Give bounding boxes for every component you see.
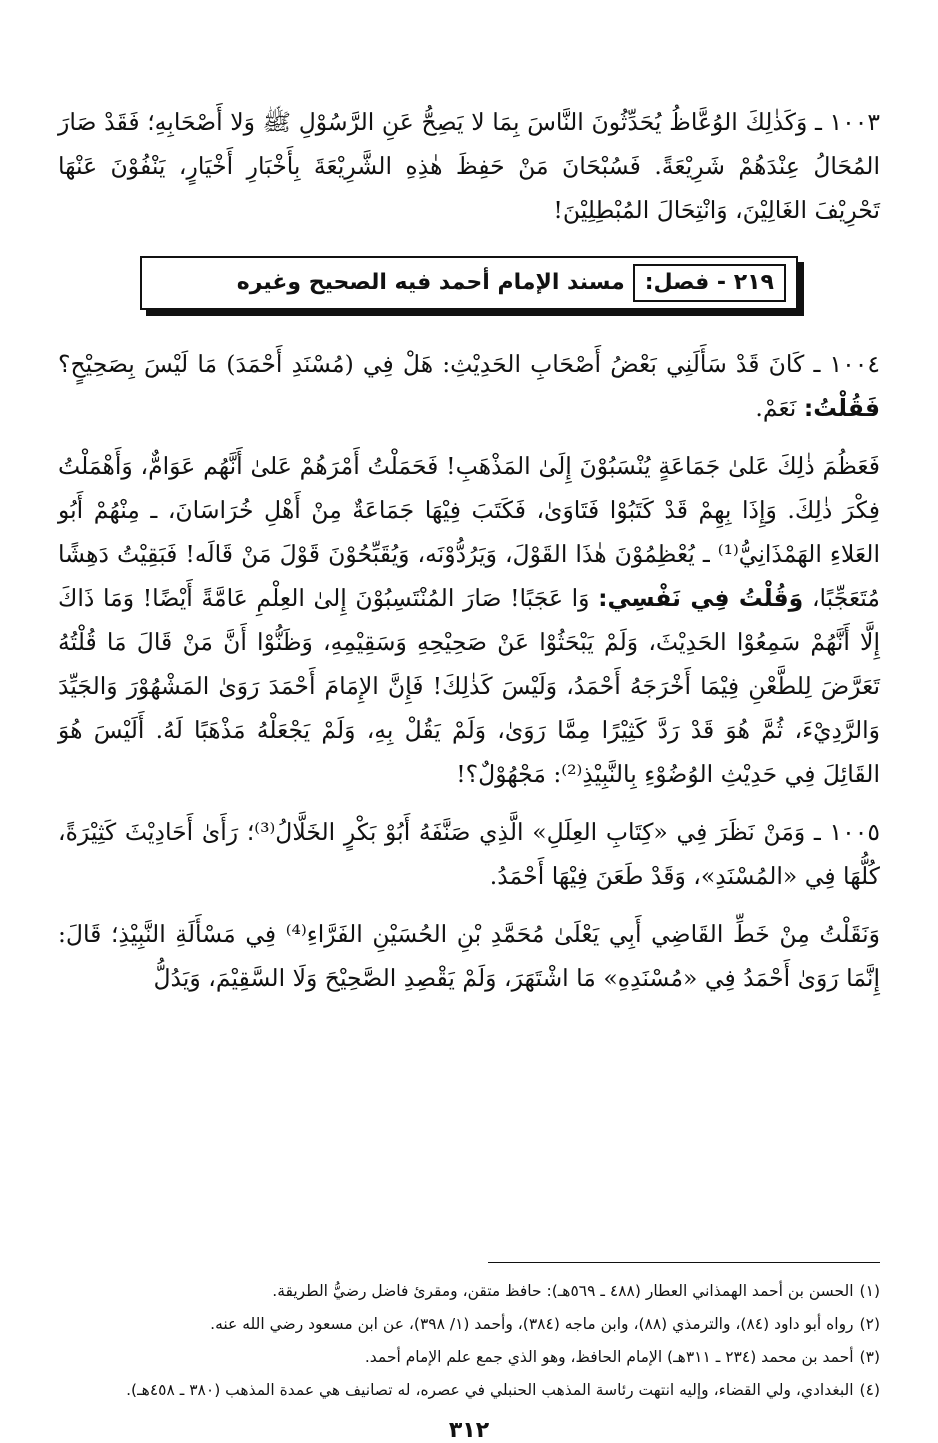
paragraph-1004-end: نَعَمْ. (755, 394, 797, 422)
heading-content (237, 264, 786, 302)
paragraph-1004 (58, 342, 880, 430)
paragraph-1004b-bold: وَقُلْتُ فِي نَفْسِي: (598, 584, 804, 612)
paragraph-1005-continued: وَنَقَلْتُ مِنْ خَطِّ القَاضِي أَبِي يَعْلَىٰ مُحَمَّدِ بْنِ الحُسَيْنِ الفَرَّاءِ⁽⁴⁾ فِي مَسْأَلَةِ النَّبِيْذِ؛ قَالَ: إِنَّمَا رَوَىٰ أَحْمَدُ فِي «مُسْنَدِهِ» مَا اشْتَهَرَ، وَلَمْ يَقْصِدِ الصَّحِيْحَ وَلَا السَّقِيْمَ، وَيَدُلُّ (58, 920, 881, 992)
footnote-number: (٤) (859, 1381, 880, 1399)
paragraph-1004-bold: فَقُلْتُ: (803, 394, 880, 422)
footnote-text: أحمد بن محمد (٢٣٤ ـ ٣١١هـ) الإمام الحافظ، وهو الذي جمع علم الإمام أحمد. (364, 1348, 854, 1366)
paragraph-1005: ١٠٠٥ ـ وَمَنْ نَظَرَ فِي «كِتَابِ العِلَلِ» الَّذِي صَنَّفَهُ أَبُوْ بَكْرٍ الخَلَّالُ⁽³⁾؛ رَأَىٰ أَحَادِيْثَ كَثِيْرَةً، كُلُّهَا فِي «المُسْنَدِ»، وَقَدْ طَعَنَ فِيْهَا أَحْمَدُ. (58, 818, 880, 890)
footnote-1 (58, 1278, 880, 1305)
paragraph-1004b-part2: وَا عَجَبًا! صَارَ المُنْتَسِبُوْنَ إِلىٰ العِلْمِ عَامَّةً أَيْضًا! وَمَا ذَاكَ إِلَّا أَنَّهُمْ سَمِعُوْا الحَدِيْثَ، وَلَمْ يَبْحَثُوْا عَنْ صَحِيْحِهِ وَسَقِيْمِهِ، وَظَنُّوْا أَنَّ مَنْ قَالَ مَا قُلْتُهُ تَعَرَّضَ لِلطَّعْنِ فِيْمَا أَخْرَجَهُ أَحْمَدُ، وَلَيْسَ كَذٰلِكَ! فَإِنَّ الإِمَامَ أَحْمَدَ رَوَىٰ المَشْهُوْرَ وَالجَيِّدَ وَالرَّدِيْءَ، ثُمَّ هُوَ قَدْ رَدَّ كَثِيْرًا مِمَّا رَوَىٰ، وَلَمْ يَقُلْ بِهِ، وَلَمْ يَجْعَلْهُ مَذْهَبًا لَهُ. أَلَيْسَ هُوَ القَائِلَ فِي حَدِيْثِ الوُضُوْءِ بِالنَّبِيْذِ⁽²⁾: مَجْهُوْلٌ؟! (58, 584, 880, 788)
footnote-text: الحسن بن أحمد الهمذاني العطار (٤٨٨ ـ ٥٦٩هـ): حافظ متقن، ومقرئ فاضل رضيُّ الطريقة. (272, 1282, 854, 1300)
paragraph-1004-continued (58, 444, 880, 796)
paragraph-1003: ١٠٠٣ ـ وَكَذٰلِكَ الوُعَّاظُ يُحَدِّثُونَ النَّاسَ بِمَا لا يَصِحُّ عَنِ الرَّسُوْلِ ﷺ وَلا أَصْحَابِهِ؛ فَقَدْ صَارَ المُحَالُ عِنْدَهُمْ شَرِيْعَةً. فَسُبْحَانَ مَنْ حَفِظَ هٰذِهِ الشَّرِيْعَةَ بِأَخْبَارِ أَخْيَارٍ، يَنْفُوْنَ عَنْهَا تَحْرِيْفَ الغَالِيْنَ، وَانْتِحَالَ المُبْطِلِيْنَ! (58, 108, 880, 224)
footnote-number: (٣) (859, 1348, 880, 1366)
footnotes (58, 1278, 880, 1410)
page-number: ٣١٢ (448, 1418, 490, 1443)
paragraph-1004b-part1: فَعَظُمَ ذٰلِكَ عَلىٰ جَمَاعَةٍ يُنْسَبُوْنَ إِلَىٰ المَذْهَبِ! فَحَمَلْتُ أَمْرَهُمْ عَلىٰ أَنَّهُم عَوَامٌّ، وَأَهْمَلْتُ فِكْرَ ذٰلِكَ. وَإِذَا بِهِمْ قَدْ كَتَبُوْا فَتَاوَىٰ، فَكَتَبَ فِيْهَا جَمَاعَةٌ مِنْ أَهْلِ خُرَاسَانَ، ـ مِنْهُمْ أَبُو العَلاءِ الهَمْذَانِيُّ⁽¹⁾ ـ يُعْظِمُوْنَ هٰذَا القَوْلَ، وَيَرُدُّوْنَه، وَيُقَبِّحُوْنَ قَوْلَ مَنْ قَالَه! فَبَقِيْتُ دَهِشًا مُتَعَجِّبًا، (58, 452, 880, 612)
paragraph-1004-text: ١٠٠٤ ـ كَانَ قَدْ سَأَلَنِي بَعْضُ أَصْحَابِ الحَدِيْثِ: هَلْ فِي (مُسْنَدِ أَحْمَدَ) مَا لَيْسَ بِصَحِيْحٍ؟ (58, 350, 880, 378)
footnote-number: (١) (859, 1282, 880, 1300)
footnote-text: البغدادي، ولي القضاء، وإليه انتهت رئاسة المذهب الحنبلي في عصره، له تصانيف هي عمدة المذهب (٣٨٠ ـ ٤٥٨هـ). (126, 1381, 854, 1399)
footnote-divider (488, 1262, 880, 1263)
footnote-3 (58, 1344, 880, 1371)
chapter-label: ٢١٩ - فصل: (633, 264, 786, 302)
page-body (58, 100, 881, 1443)
footnote-4 (58, 1377, 880, 1404)
footnote-2 (58, 1311, 880, 1338)
chapter-title: مسند الإمام أحمد فيه الصحيح وغيره (236, 270, 625, 295)
footnote-text: رواه أبو داود (٨٤)، والترمذي (٨٨)، وابن ماجه (٣٨٤)، وأحمد (١/ ٣٩٨)، عن ابن مسعود رضي الله عنه. (210, 1315, 854, 1333)
footnote-number: (٢) (859, 1315, 880, 1333)
chapter-heading-box (140, 256, 798, 310)
